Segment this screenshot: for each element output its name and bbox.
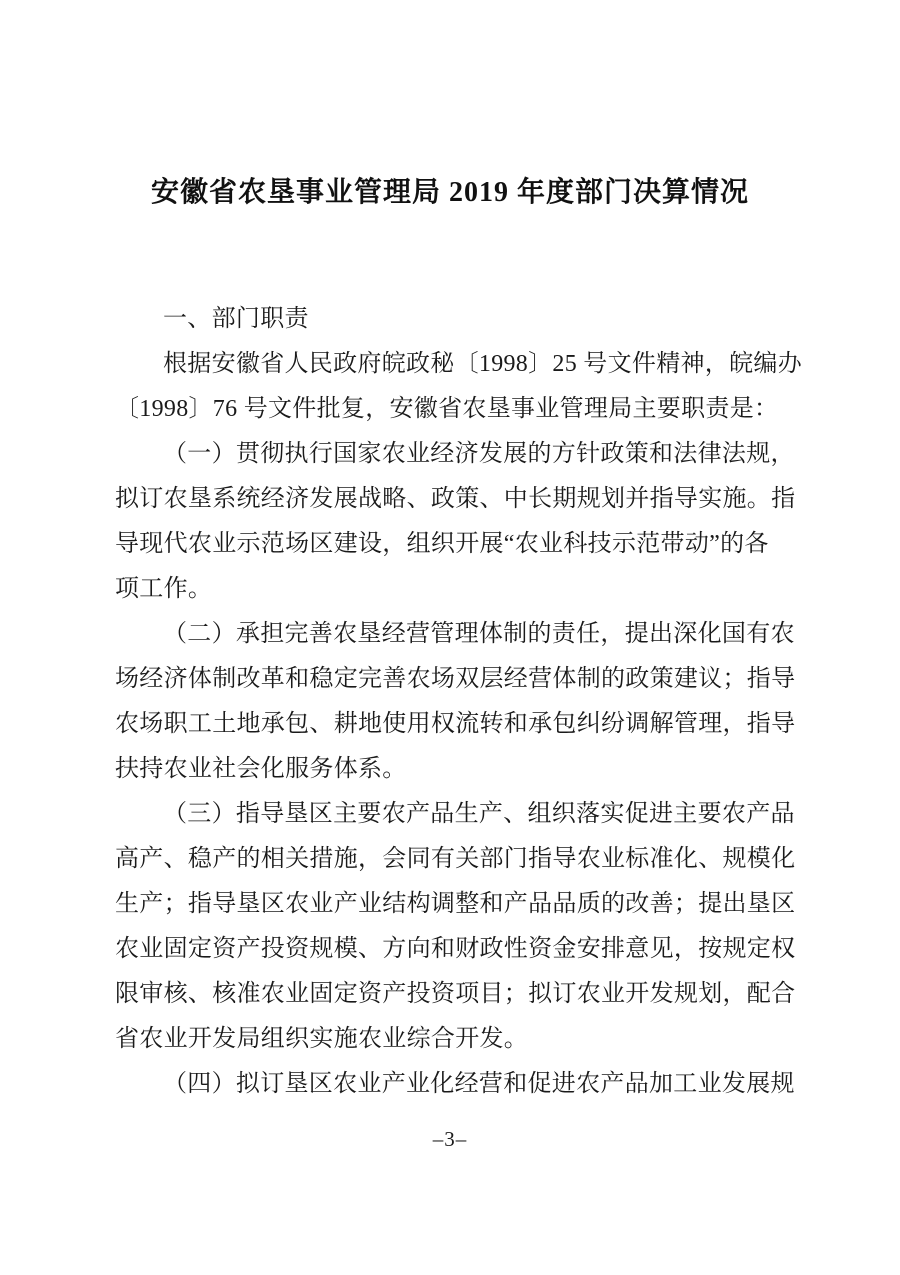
text-line: 〔1998〕76 号文件批复，安徽省农垦事业管理局主要职责是： [115,396,779,422]
page-number: –3– [432,1127,468,1151]
text-line: 场经济体制改革和稳定完善农场双层经营体制的政策建议；指导 [115,666,796,692]
text-line: 拟订农垦系统经济发展战略、政策、中长期规划并指导实施。指 [115,486,796,512]
text-line: （二）承担完善农垦经营管理体制的责任，提出深化国有农 [163,621,795,647]
text-line: （四）拟订垦区农业产业化经营和促进农产品加工业发展规 [163,1071,795,1097]
text-line: 扶持农业社会化服务体系。 [115,756,407,782]
text-line: 省农业开发局组织实施农业综合开发。 [115,1026,529,1052]
text-line: 生产；指导垦区农业产业结构调整和产品品质的改善；提出垦区 [115,891,796,917]
text-line: （三）指导垦区主要农产品生产、组织落实促进主要农产品 [163,801,795,827]
text-line: 限审核、核准农业固定资产投资项目；拟订农业开发规划，配合 [115,981,796,1007]
text-line: 农场职工土地承包、耕地使用权流转和承包纠纷调解管理，指导 [115,711,796,737]
text-line: （一）贯彻执行国家农业经济发展的方针政策和法律法规， [163,441,795,467]
section-heading-line: 一、部门职责 [163,306,309,332]
text-line: 导现代农业示范场区建设，组织开展“农业科技示范带动”的各 [115,531,769,557]
document-body [115,297,805,1107]
document-title: 安徽省农垦事业管理局 2019 年度部门决算情况 [150,177,749,208]
text-line: 项工作。 [115,576,213,602]
text-line: 高产、稳产的相关措施，会同有关部门指导农业标准化、规模化 [115,846,796,872]
text-line: 农业固定资产投资规模、方向和财政性资金安排意见，按规定权 [115,936,796,962]
text-line: 根据安徽省人民政府皖政秘〔1998〕25 号文件精神，皖编办 [163,351,802,377]
